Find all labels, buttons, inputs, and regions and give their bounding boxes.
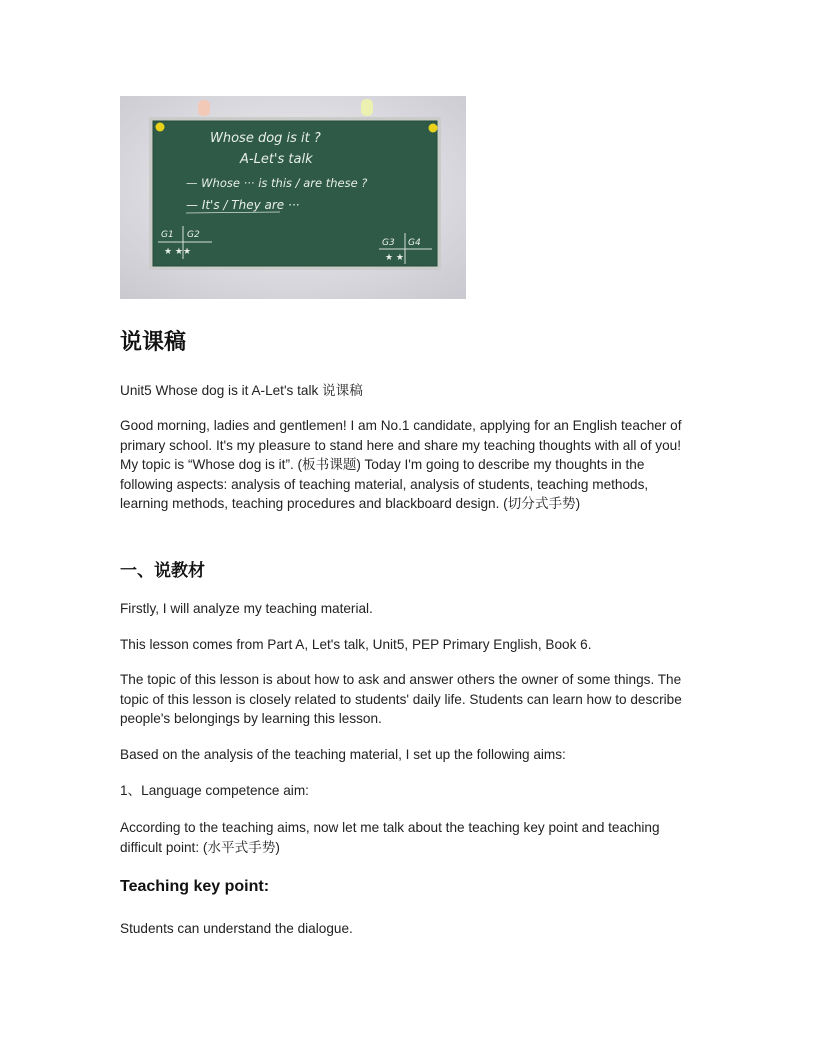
board-line-4: — It's / They are ··· xyxy=(186,198,300,212)
group-label: G2 xyxy=(187,230,200,240)
group-label: G4 xyxy=(408,238,421,248)
paragraph: Firstly, I will analyze my teaching material. xyxy=(120,601,373,616)
paragraph: Based on the analysis of the teaching material, I set up the following aims: xyxy=(120,747,566,762)
score-stars: ★ ★★ xyxy=(164,247,192,257)
group-label: G3 xyxy=(382,238,395,248)
magnet xyxy=(429,124,438,133)
board-line-3: — Whose ··· is this / are these ? xyxy=(186,176,368,190)
teaching-key-point-heading: Teaching key point: xyxy=(120,878,270,895)
blackboard-photo xyxy=(120,96,466,299)
paragraph: The topic of this lesson is about how to ask and answer others the owner of some things. The topic of this lesson is closely related to students' daily life. Students can learn how to describe people's belongings by learning this lesson. xyxy=(120,672,682,727)
board-line-2: A-Let's talk xyxy=(240,152,313,167)
paragraph: This lesson comes from Part A, Let's talk, Unit5, PEP Primary English, Book 6. xyxy=(120,637,592,652)
paragraph: 1、Language competence aim: xyxy=(120,783,309,798)
document-subtitle: Unit5 Whose dog is it A-Let's talk 说课稿 xyxy=(120,383,363,398)
group-label: G1 xyxy=(161,230,174,240)
magnet xyxy=(156,123,165,132)
section-heading-teaching-material: 一、说教材 xyxy=(120,561,205,581)
teaching-key-point-text: Students can understand the dialogue. xyxy=(120,921,353,936)
score-stars: ★ ★ xyxy=(385,253,404,263)
page-title: 说课稿 xyxy=(120,330,187,355)
paragraph: According to the teaching aims, now let me talk about the teaching key point and teaching difficult point: (水平式手势) xyxy=(120,820,660,855)
intro-paragraph: Good morning, ladies and gentlemen! I am No.1 candidate, applying for an English teacher of primary school. It's my pleasure to stand here and share my teaching thoughts with all of you! My topic is “Whose dog is it”. (板书课题) Today I'm going to describe my thoughts in the following aspects: analysis of teaching material, analysis of students, teaching methods, learning methods, teaching procedures and blackboard design. (切分式手势) xyxy=(120,418,682,512)
board-line-1: Whose dog is it ? xyxy=(210,131,321,146)
